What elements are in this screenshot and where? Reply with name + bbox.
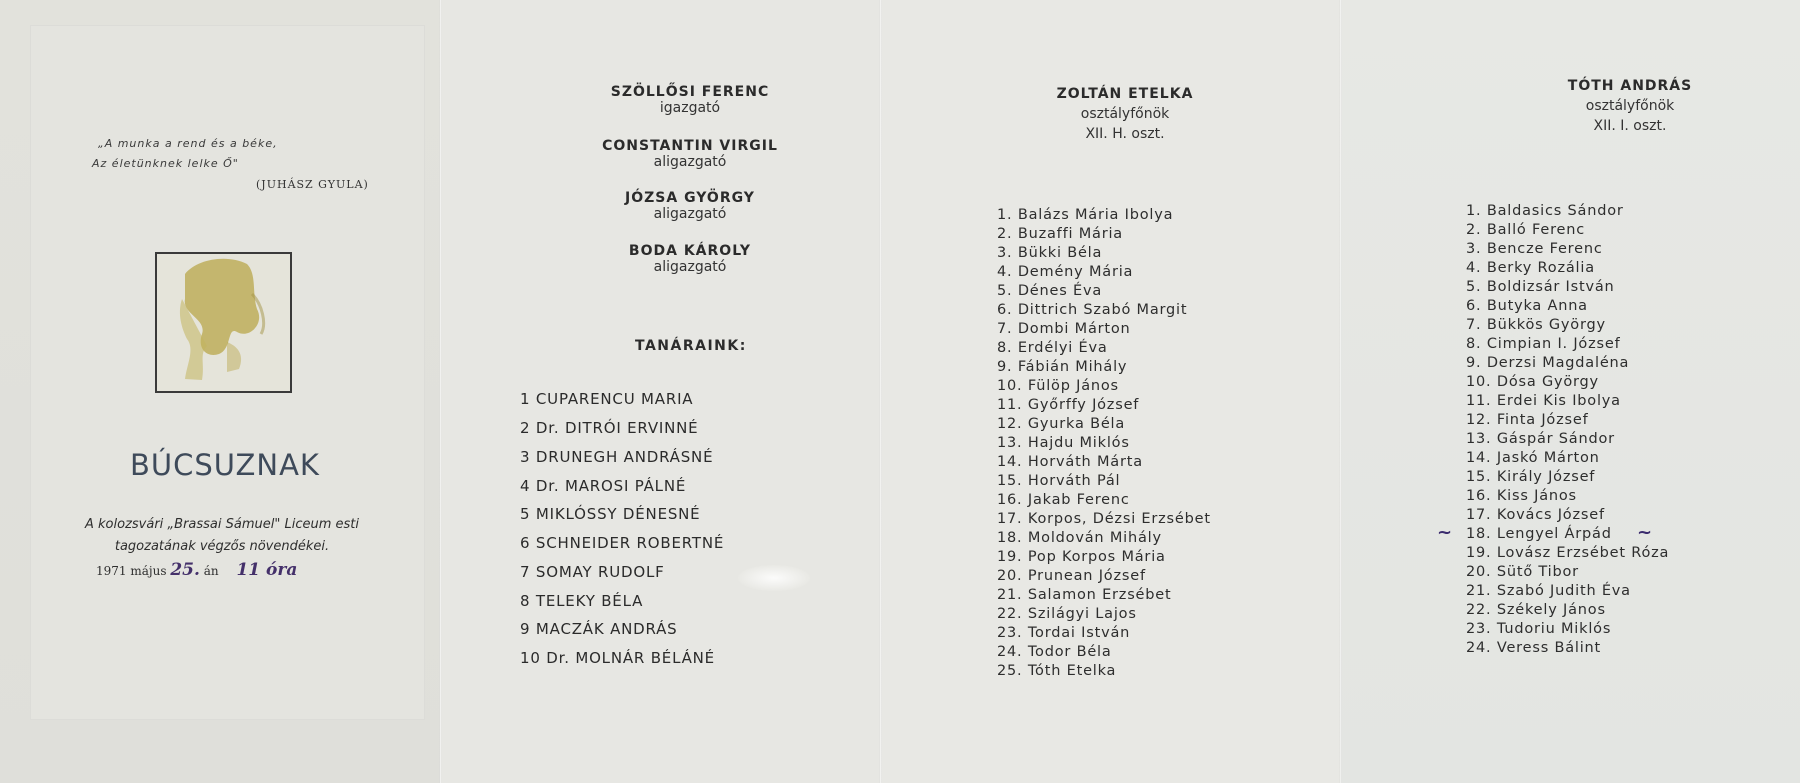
list-item: 13. Gáspár Sándor — [1466, 431, 1615, 447]
class-i-class: XII. I. oszt. — [1593, 118, 1667, 134]
teacher-item: 2 Dr. DITRÓI ERVINNÉ — [520, 419, 699, 437]
class-i-role: osztályfőnök — [1585, 98, 1675, 114]
teacher-item: 6 SCHNEIDER ROBERTNÉ — [520, 534, 725, 552]
list-item: 21. Salamon Erzsébet — [997, 587, 1172, 603]
teacher-item: 5 MIKLÓSSY DÉNESNÉ — [520, 505, 701, 523]
list-item: 24. Veress Bálint — [1466, 640, 1602, 656]
handwritten-tilde-right: ~ — [1637, 522, 1653, 543]
list-item: 15. Horváth Pál — [997, 473, 1121, 489]
vice-principal-role-2: aligazgató — [653, 206, 727, 222]
list-item: 1. Balázs Mária Ibolya — [997, 207, 1174, 223]
list-item: 20. Sütő Tibor — [1466, 564, 1579, 580]
list-item: 19. Lovász Erzsébet Róza — [1466, 545, 1670, 561]
vice-principal-block-2 — [590, 190, 790, 222]
list-item: 23. Tordai István — [997, 625, 1131, 641]
list-item: 21. Szabó Judith Éva — [1466, 583, 1631, 599]
vice-principal-role-3: aligazgató — [653, 259, 727, 275]
paper-stain — [738, 565, 810, 591]
quote-author: (JUHÁSZ GYULA) — [256, 178, 369, 191]
quote-line-1: „A munka a rend és a béke, — [98, 137, 278, 150]
teacher-item: 10 Dr. MOLNÁR BÉLÁNÉ — [520, 649, 715, 667]
class-h-role: osztályfőnök — [1080, 106, 1170, 122]
class-h-teacher: ZOLTÁN ETELKA — [1056, 86, 1194, 102]
list-item: 17. Korpos, Dézsi Erzsébet — [997, 511, 1211, 527]
list-item: 10. Fülöp János — [997, 378, 1119, 394]
portrait-photo — [155, 252, 292, 393]
list-item: 3. Bencze Ferenc — [1466, 241, 1603, 257]
principal-block — [590, 84, 790, 116]
list-item: 19. Pop Korpos Mária — [997, 549, 1166, 565]
class-h-header — [1030, 86, 1220, 142]
list-item: 13. Hajdu Miklós — [997, 435, 1130, 451]
principal-name: SZÖLLŐSI FERENC — [610, 84, 770, 100]
date-suffix: án — [203, 564, 219, 578]
list-item: 4. Demény Mária — [997, 264, 1134, 280]
vice-principal-block-3 — [590, 243, 790, 275]
cover-panel — [0, 0, 440, 783]
date-prefix: 1971 május — [96, 564, 167, 578]
principal-role: igazgató — [659, 100, 721, 116]
class-h-class: XII. H. oszt. — [1085, 126, 1165, 142]
teacher-item: 9 MACZÁK ANDRÁS — [520, 620, 678, 638]
list-item: 1. Baldasics Sándor — [1466, 203, 1624, 219]
list-item: 10. Dósa György — [1466, 374, 1599, 390]
list-item: 16. Kiss János — [1466, 488, 1577, 504]
list-item: 16. Jakab Ferenc — [997, 492, 1130, 508]
list-item: 5. Dénes Éva — [997, 283, 1103, 299]
list-item: 8. Cimpian I. József — [1466, 336, 1621, 352]
list-item: 2. Balló Ferenc — [1466, 222, 1586, 238]
vice-principal-role-1: aligazgató — [653, 154, 727, 170]
class-i-teacher: TÓTH ANDRÁS — [1567, 78, 1693, 94]
teacher-item: 8 TELEKY BÉLA — [520, 592, 644, 610]
teacher-item: 7 SOMAY RUDOLF — [520, 563, 665, 581]
teacher-item: 1 CUPARENCU MARIA — [520, 390, 694, 408]
list-item: 14. Jaskó Márton — [1466, 450, 1600, 466]
list-item: 18. Lengyel Árpád — [1466, 526, 1612, 542]
list-item: 20. Prunean József — [997, 568, 1146, 584]
handwritten-tilde-left: ~ — [1437, 522, 1453, 543]
list-item: 15. Király József — [1466, 469, 1596, 485]
list-item: 25. Tóth Etelka — [997, 663, 1117, 679]
note-line-2: tagozatának végzős növendékei. — [114, 539, 330, 554]
list-item: 6. Butyka Anna — [1466, 298, 1588, 314]
note-line-1: A kolozsvári „Brassai Sámuel" Liceum esti — [85, 517, 359, 532]
list-item: 4. Berky Rozália — [1466, 260, 1595, 276]
vice-principal-name-1: CONSTANTIN VIRGIL — [602, 138, 778, 154]
list-item: 7. Bükkös György — [1466, 317, 1606, 333]
teacher-item: 4 Dr. MAROSI PÁLNÉ — [520, 477, 687, 495]
list-item: 11. Erdei Kis Ibolya — [1466, 393, 1621, 409]
list-item: 14. Horváth Márta — [997, 454, 1143, 470]
list-item: 8. Erdélyi Éva — [997, 340, 1108, 356]
list-item: 3. Bükki Béla — [997, 245, 1103, 261]
list-item: 9. Fábián Mihály — [997, 359, 1128, 375]
date-time-handwritten: 11 óra — [236, 560, 298, 580]
vice-principal-name-2: JÓZSA GYÖRGY — [625, 190, 755, 206]
list-item: 22. Székely János — [1466, 602, 1606, 618]
quote-line-2: Az életünknek lelke Ő" — [92, 157, 239, 170]
list-item: 9. Derzsi Magdaléna — [1466, 355, 1630, 371]
teachers-heading: TANÁRAINK: — [635, 338, 747, 354]
teacher-item: 3 DRUNEGH ANDRÁSNÉ — [520, 448, 714, 466]
list-item: 12. Gyurka Béla — [997, 416, 1126, 432]
list-item: 23. Tudoriu Miklós — [1466, 621, 1612, 637]
vice-principal-name-3: BODA KÁROLY — [628, 243, 752, 259]
list-item: 2. Buzaffi Mária — [997, 226, 1123, 242]
date-line — [96, 560, 297, 580]
list-item: 7. Dombi Márton — [997, 321, 1131, 337]
list-item: 22. Szilágyi Lajos — [997, 606, 1137, 622]
fold-line-3 — [1339, 0, 1342, 783]
vice-principal-block-1 — [590, 138, 790, 170]
farewell-title: BÚCSUZNAK — [130, 448, 320, 482]
list-item: 11. Győrffy József — [997, 397, 1140, 413]
list-item: 17. Kovács József — [1466, 507, 1605, 523]
fold-line-2 — [879, 0, 882, 783]
date-day-handwritten: 25. — [170, 560, 200, 580]
list-item: 5. Boldizsár István — [1466, 279, 1615, 295]
list-item: 12. Finta József — [1466, 412, 1589, 428]
class-i-header — [1530, 78, 1730, 134]
list-item: 18. Moldován Mihály — [997, 530, 1162, 546]
list-item: 24. Todor Béla — [997, 644, 1112, 660]
fold-line-1 — [439, 0, 442, 783]
list-item: 6. Dittrich Szabó Margit — [997, 302, 1188, 318]
